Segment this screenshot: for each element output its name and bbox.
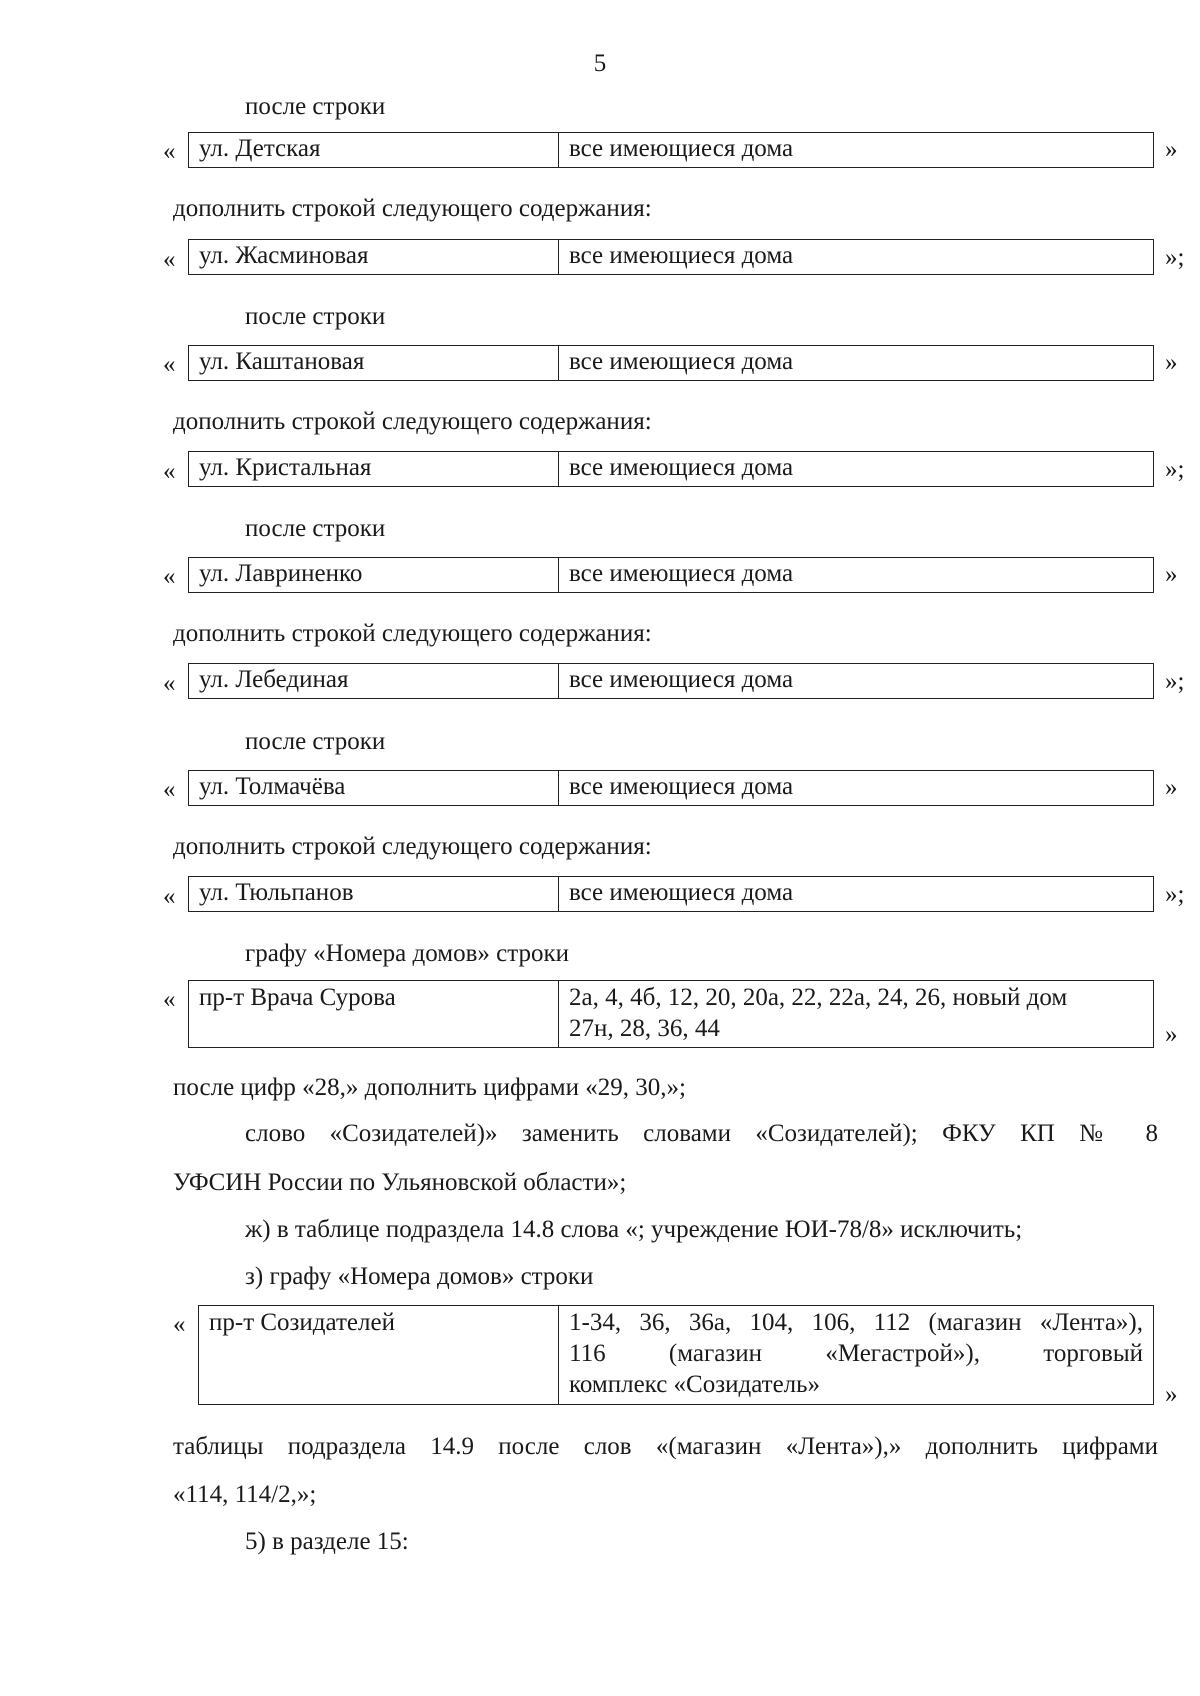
houses-cell: все имеющиеся дома [569, 560, 794, 587]
close-quote: » [1165, 136, 1178, 163]
houses-line: 1-34, 36, 36а, 104, 106, 112 (магазин «Лента»), [569, 1309, 1143, 1336]
open-quote: « [163, 563, 176, 590]
houses-line: 116 (магазин «Мегастрой»), торговый [569, 1340, 1143, 1367]
street-table-row [188, 980, 1154, 1048]
paragraph-sozidatelei-line2: УФСИН России по Ульяновской области»; [173, 1169, 627, 1196]
street-cell: пр-т Врача Сурова [189, 981, 559, 1047]
paragraph-zh: ж) в таблице подраздела 14.8 слова «; учреждение ЮИ-78/8» исключить; [245, 1216, 1023, 1243]
paragraph-149-line2: «114, 114/2,»; [173, 1481, 317, 1508]
open-quote: « [163, 138, 176, 165]
open-quote: « [163, 776, 176, 803]
close-quote: »; [1165, 668, 1185, 695]
open-quote: « [163, 351, 176, 378]
paragraph-sozidatelei-line1: слово «Созидателей)» заменить словами «Созидателей); ФКУ КП № 8 [245, 1120, 1158, 1147]
houses-cell: все имеющиеся дома [569, 135, 794, 162]
close-quote: »; [1165, 881, 1185, 908]
open-quote: « [163, 986, 176, 1013]
paragraph-section-15: 5) в разделе 15: [245, 1528, 409, 1555]
street-table-row [198, 1305, 1154, 1405]
street-cell: пр-т Созидателей [199, 1306, 559, 1404]
street-table-row [188, 451, 1154, 487]
instruction-after-row: после строки [245, 303, 386, 330]
street-table-row [188, 876, 1154, 912]
houses-cell: все имеющиеся дома [569, 454, 794, 481]
street-cell: ул. Жасминовая [189, 240, 559, 274]
instruction-add-row: дополнить строкой следующего содержания: [173, 620, 652, 647]
street-cell: ул. Каштановая [189, 346, 559, 380]
instruction-after-row: после строки [245, 515, 386, 542]
instruction-after-row: после строки [245, 93, 386, 120]
open-quote: « [163, 458, 176, 485]
close-quote: » [1165, 774, 1178, 801]
instruction-add-row: дополнить строкой следующего содержания: [173, 408, 652, 435]
close-quote: » [1165, 561, 1178, 588]
street-table-row [188, 239, 1154, 275]
close-quote: » [1165, 349, 1178, 376]
street-cell: ул. Тюльпанов [189, 877, 559, 911]
houses-cell [559, 1306, 1153, 1404]
open-quote: « [163, 246, 176, 273]
street-table-row [188, 345, 1154, 381]
open-quote: « [163, 883, 176, 910]
houses-line: комплекс «Созидатель» [569, 1371, 821, 1398]
instruction-column-row: графу «Номера домов» строки [245, 940, 569, 967]
close-quote: »; [1165, 456, 1185, 483]
instruction-after-row: после строки [245, 728, 386, 755]
paragraph-after-28: после цифр «28,» дополнить цифрами «29, 30,»; [173, 1074, 686, 1101]
street-cell: ул. Лебединая [189, 664, 559, 698]
street-cell: ул. Лавриненко [189, 558, 559, 592]
houses-cell: все имеющиеся дома [569, 348, 794, 375]
close-quote: » [1165, 1381, 1178, 1408]
street-cell: ул. Кристальная [189, 452, 559, 486]
houses-cell: все имеющиеся дома [569, 879, 794, 906]
houses-cell: все имеющиеся дома [569, 666, 794, 693]
houses-cell [559, 981, 1153, 1047]
close-quote: » [1165, 1021, 1178, 1048]
street-table-row [188, 132, 1154, 168]
houses-cell: все имеющиеся дома [569, 242, 794, 269]
houses-cell: все имеющиеся дома [569, 773, 794, 800]
open-quote: « [173, 1311, 186, 1338]
paragraph-149-line1: таблицы подраздела 14.9 после слов «(магазин «Лента»),» дополнить цифрами [173, 1433, 1158, 1460]
houses-line: 27н, 28, 36, 44 [569, 1015, 720, 1042]
houses-line: 2а, 4, 4б, 12, 20, 20а, 22, 22а, 24, 26, новый дом [569, 984, 1068, 1011]
instruction-add-row: дополнить строкой следующего содержания: [173, 833, 652, 860]
street-cell: ул. Толмачёва [189, 771, 559, 805]
street-table-row [188, 663, 1154, 699]
page-number: 5 [593, 50, 607, 77]
street-cell: ул. Детская [189, 133, 559, 167]
street-table-row [188, 770, 1154, 806]
street-table-row [188, 557, 1154, 593]
close-quote: »; [1165, 244, 1185, 271]
paragraph-z: з) графу «Номера домов» строки [245, 1263, 594, 1290]
open-quote: « [163, 670, 176, 697]
instruction-add-row: дополнить строкой следующего содержания: [173, 195, 652, 222]
